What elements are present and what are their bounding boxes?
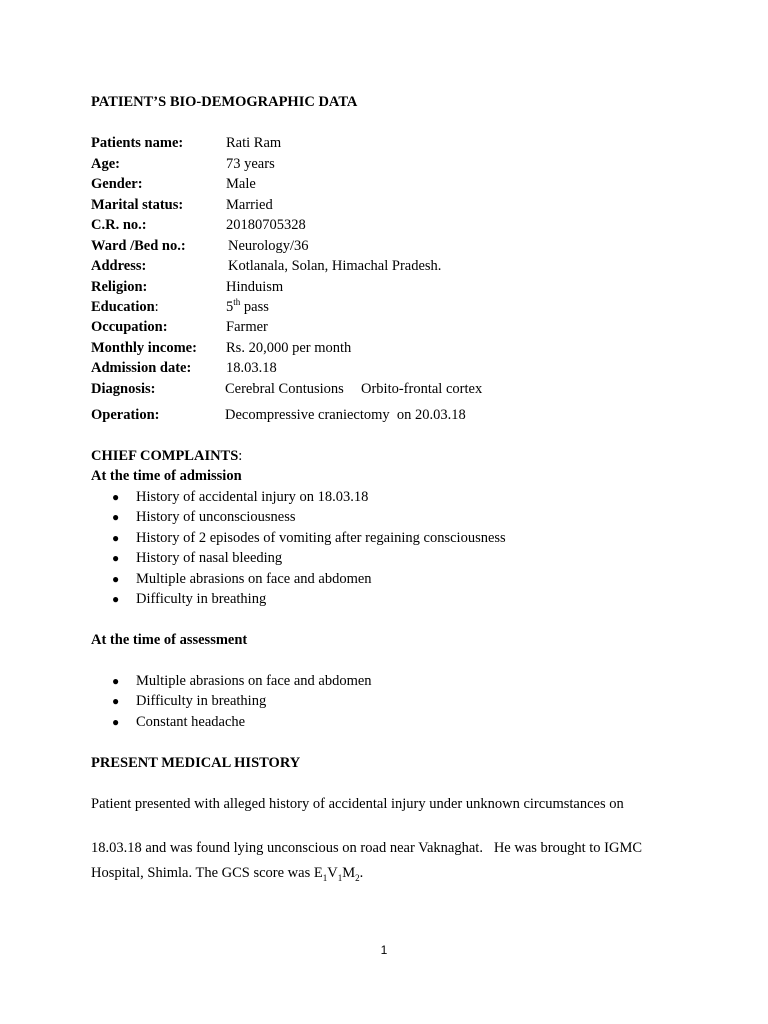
gcs-sentence: Hospital, Shimla. The GCS score was E — [91, 865, 323, 881]
bullet-icon: ● — [112, 551, 120, 565]
admission-complaint-item: Difficulty in breathing — [136, 591, 267, 607]
gcs-m-letter: M — [342, 865, 356, 881]
gcs-period: . — [359, 865, 364, 881]
field-label-ward-bed: Ward /Bed no.: — [91, 238, 186, 254]
bullet-icon: ● — [112, 572, 120, 586]
field-label-admission-date: Admission date: — [91, 360, 192, 376]
field-value-marital-status: Married — [226, 197, 273, 213]
bullet-icon: ● — [112, 531, 120, 545]
admission-complaint-item: History of unconsciousness — [136, 509, 296, 525]
admission-complaint-item: Multiple abrasions on face and abdomen — [136, 571, 372, 587]
history-line-3 — [91, 865, 363, 882]
field-value-religion: Hinduism — [226, 279, 284, 295]
education-value-rest: pass — [240, 299, 269, 315]
admission-subheading: At the time of admission — [91, 468, 242, 484]
field-value-ward-bed: Neurology/36 — [228, 238, 309, 254]
chief-complaints-heading — [91, 448, 242, 465]
gcs-m-score: 2 — [355, 872, 360, 883]
page-number: 1 — [380, 943, 388, 957]
education-value-ordinal: th — [233, 297, 241, 308]
assessment-complaint-item: Multiple abrasions on face and abdomen — [136, 673, 372, 689]
admission-complaint-item: History of nasal bleeding — [136, 550, 283, 566]
education-value-number: 5 — [226, 299, 234, 315]
field-value-operation: Decompressive craniectomy on 20.03.18 — [225, 407, 466, 423]
bullet-icon: ● — [112, 510, 120, 524]
field-label-occupation: Occupation: — [91, 319, 168, 335]
field-value-age: 73 years — [226, 156, 275, 172]
field-value-patient-name: Rati Ram — [226, 135, 282, 151]
field-label-age: Age: — [91, 156, 120, 172]
admission-complaint-item: History of 2 episodes of vomiting after regaining consciousness — [136, 530, 506, 546]
field-value-diagnosis: Cerebral Contusions — [225, 381, 344, 397]
field-value-cr-no: 20180705328 — [226, 217, 306, 233]
assessment-subheading: At the time of assessment — [91, 632, 248, 648]
gcs-v-score: 1 — [337, 872, 343, 883]
field-value-diagnosis-site: Orbito-frontal cortex — [361, 381, 483, 397]
field-value-admission-date: 18.03.18 — [226, 360, 277, 376]
field-value-occupation: Farmer — [226, 319, 268, 335]
field-label-gender: Gender: — [91, 176, 143, 192]
field-label-diagnosis: Diagnosis: — [91, 381, 156, 397]
assessment-complaint-item: Difficulty in breathing — [136, 693, 267, 709]
field-label-operation: Operation: — [91, 407, 160, 423]
bullet-icon: ● — [112, 490, 120, 504]
bullet-icon: ● — [112, 592, 120, 606]
field-value-education — [226, 299, 269, 316]
education-label-text: Education — [91, 299, 155, 315]
present-history-heading: PRESENT MEDICAL HISTORY — [91, 755, 301, 771]
education-label-colon: : — [154, 299, 159, 315]
field-value-address: Kotlanala, Solan, Himachal Pradesh. — [228, 258, 442, 274]
chief-complaints-heading-text: CHIEF COMPLAINTS — [91, 448, 239, 464]
gcs-v-letter: V — [327, 865, 338, 881]
bullet-icon: ● — [112, 694, 120, 708]
field-label-religion: Religion: — [91, 279, 148, 295]
field-label-marital-status: Marital status: — [91, 197, 184, 213]
field-label-cr-no: C.R. no.: — [91, 217, 147, 233]
field-value-monthly-income: Rs. 20,000 per month — [226, 340, 352, 356]
history-line-1: Patient presented with alleged history of accidental injury under unknown circumstances on — [91, 796, 624, 812]
admission-complaint-item: History of accidental injury on 18.03.18 — [136, 489, 369, 505]
field-label-patient-name: Patients name: — [91, 135, 184, 151]
field-value-gender: Male — [226, 176, 256, 192]
field-label-monthly-income: Monthly income: — [91, 340, 197, 356]
history-line-2: 18.03.18 and was found lying unconscious on road near Vaknaghat. He was brought to IGMC — [91, 840, 643, 856]
chief-complaints-heading-colon: : — [238, 448, 243, 464]
field-label-address: Address: — [91, 258, 147, 274]
field-label-education — [91, 299, 159, 316]
bullet-icon: ● — [112, 674, 120, 688]
bullet-icon: ● — [112, 715, 120, 729]
gcs-e-score: 1 — [322, 872, 328, 883]
section-title: PATIENT’S BIO-DEMOGRAPHIC DATA — [91, 94, 358, 110]
assessment-complaint-item: Constant headache — [136, 714, 246, 730]
